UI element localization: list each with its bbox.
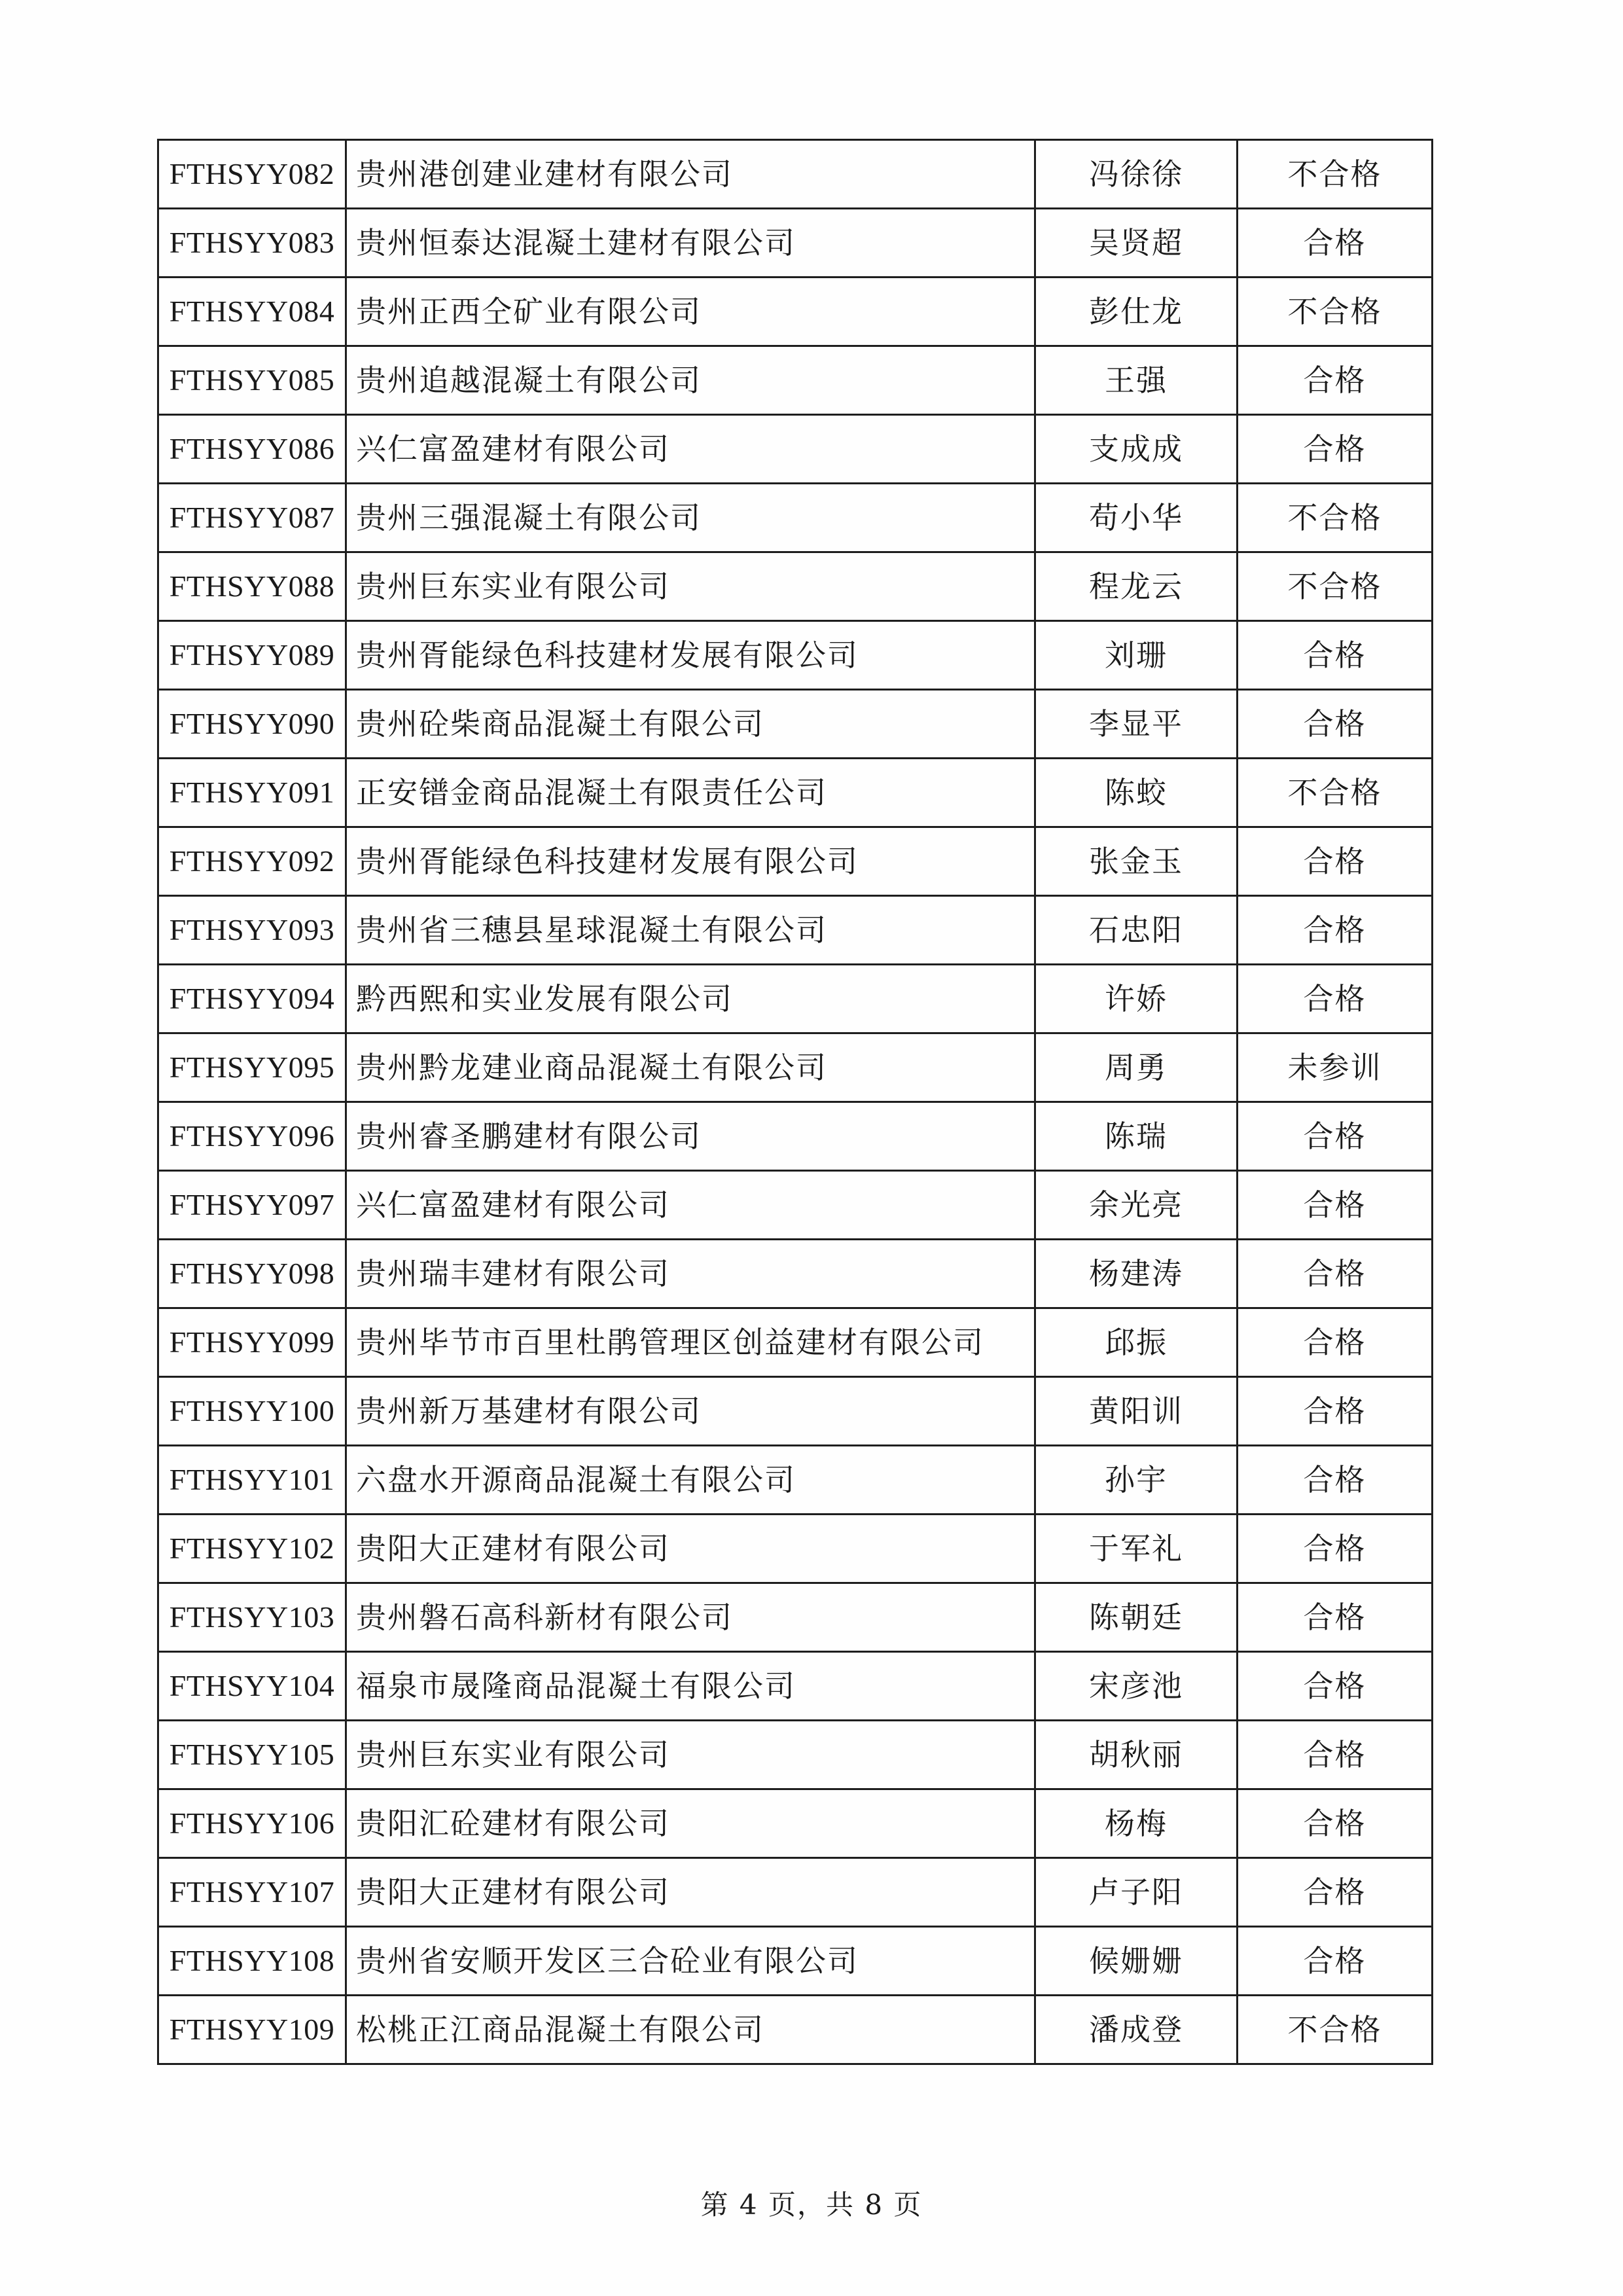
serial-number-cell: FTHSYY107 <box>158 1858 346 1927</box>
table-row <box>158 1377 1433 1446</box>
person-name-cell: 彭仕龙 <box>1035 278 1238 346</box>
person-name-cell: 许娇 <box>1035 965 1238 1033</box>
serial-number-cell: FTHSYY100 <box>158 1377 346 1446</box>
company-name-cell: 贵州新万基建材有限公司 <box>346 1377 1035 1446</box>
company-name-cell: 贵州黔龙建业商品混凝土有限公司 <box>346 1033 1035 1102</box>
person-name-cell: 程龙云 <box>1035 552 1238 621</box>
result-cell: 合格 <box>1238 1721 1433 1789</box>
person-name-cell: 苟小华 <box>1035 484 1238 552</box>
person-name-cell: 石忠阳 <box>1035 896 1238 965</box>
serial-number-cell: FTHSYY093 <box>158 896 346 965</box>
company-name-cell: 贵州恒泰达混凝土建材有限公司 <box>346 209 1035 278</box>
company-name-cell: 贵州港创建业建材有限公司 <box>346 140 1035 209</box>
company-name-cell: 贵州胥能绿色科技建材发展有限公司 <box>346 621 1035 690</box>
serial-number-cell: FTHSYY095 <box>158 1033 346 1102</box>
serial-number-cell: FTHSYY109 <box>158 1996 346 2064</box>
person-name-cell: 宋彦池 <box>1035 1652 1238 1721</box>
company-name-cell: 兴仁富盈建材有限公司 <box>346 1171 1035 1240</box>
result-cell: 不合格 <box>1238 484 1433 552</box>
result-cell: 合格 <box>1238 1308 1433 1377</box>
serial-number-cell: FTHSYY108 <box>158 1927 346 1996</box>
person-name-cell: 余光亮 <box>1035 1171 1238 1240</box>
table-row <box>158 827 1433 896</box>
company-name-cell: 贵阳大正建材有限公司 <box>346 1858 1035 1927</box>
table-row <box>158 1858 1433 1927</box>
person-name-cell: 黄阳训 <box>1035 1377 1238 1446</box>
company-name-cell: 正安镨金商品混凝土有限责任公司 <box>346 759 1035 827</box>
serial-number-cell: FTHSYY083 <box>158 209 346 278</box>
serial-number-cell: FTHSYY082 <box>158 140 346 209</box>
company-name-cell: 贵州毕节市百里杜鹃管理区创益建材有限公司 <box>346 1308 1035 1377</box>
result-cell: 合格 <box>1238 1102 1433 1171</box>
person-name-cell: 于军礼 <box>1035 1515 1238 1583</box>
person-name-cell: 刘珊 <box>1035 621 1238 690</box>
person-name-cell: 支成成 <box>1035 415 1238 484</box>
result-cell: 合格 <box>1238 1927 1433 1996</box>
company-name-cell: 贵州睿圣鹏建材有限公司 <box>346 1102 1035 1171</box>
serial-number-cell: FTHSYY086 <box>158 415 346 484</box>
serial-number-cell: FTHSYY084 <box>158 278 346 346</box>
result-cell: 合格 <box>1238 1446 1433 1515</box>
serial-number-cell: FTHSYY094 <box>158 965 346 1033</box>
table-row <box>158 1515 1433 1583</box>
result-cell: 合格 <box>1238 621 1433 690</box>
serial-number-cell: FTHSYY105 <box>158 1721 346 1789</box>
table-row <box>158 621 1433 690</box>
serial-number-cell: FTHSYY090 <box>158 690 346 759</box>
table-row <box>158 278 1433 346</box>
serial-number-cell: FTHSYY088 <box>158 552 346 621</box>
table-row <box>158 346 1433 415</box>
result-cell: 合格 <box>1238 209 1433 278</box>
company-name-cell: 贵阳大正建材有限公司 <box>346 1515 1035 1583</box>
person-name-cell: 王强 <box>1035 346 1238 415</box>
table-row <box>158 1446 1433 1515</box>
serial-number-cell: FTHSYY087 <box>158 484 346 552</box>
table-row <box>158 1583 1433 1652</box>
serial-number-cell: FTHSYY103 <box>158 1583 346 1652</box>
company-name-cell: 黔西熙和实业发展有限公司 <box>346 965 1035 1033</box>
table-row <box>158 1927 1433 1996</box>
table-row <box>158 484 1433 552</box>
serial-number-cell: FTHSYY096 <box>158 1102 346 1171</box>
result-cell: 不合格 <box>1238 759 1433 827</box>
result-cell: 合格 <box>1238 415 1433 484</box>
table-row <box>158 1721 1433 1789</box>
result-cell: 合格 <box>1238 346 1433 415</box>
result-cell: 合格 <box>1238 1515 1433 1583</box>
table-row <box>158 209 1433 278</box>
person-name-cell: 李显平 <box>1035 690 1238 759</box>
serial-number-cell: FTHSYY099 <box>158 1308 346 1377</box>
company-name-cell: 福泉市晟隆商品混凝土有限公司 <box>346 1652 1035 1721</box>
serial-number-cell: FTHSYY089 <box>158 621 346 690</box>
results-table <box>157 139 1433 2065</box>
person-name-cell: 胡秋丽 <box>1035 1721 1238 1789</box>
person-name-cell: 杨建涛 <box>1035 1240 1238 1308</box>
result-cell: 合格 <box>1238 1377 1433 1446</box>
table-row <box>158 896 1433 965</box>
results-table-body <box>158 140 1433 2064</box>
result-cell: 不合格 <box>1238 1996 1433 2064</box>
table-row <box>158 1652 1433 1721</box>
serial-number-cell: FTHSYY098 <box>158 1240 346 1308</box>
company-name-cell: 贵州巨东实业有限公司 <box>346 552 1035 621</box>
company-name-cell: 贵州省安顺开发区三合砼业有限公司 <box>346 1927 1035 1996</box>
company-name-cell: 贵州三强混凝土有限公司 <box>346 484 1035 552</box>
company-name-cell: 贵州胥能绿色科技建材发展有限公司 <box>346 827 1035 896</box>
serial-number-cell: FTHSYY085 <box>158 346 346 415</box>
company-name-cell: 贵州省三穗县星球混凝土有限公司 <box>346 896 1035 965</box>
result-cell: 未参训 <box>1238 1033 1433 1102</box>
person-name-cell: 潘成登 <box>1035 1996 1238 2064</box>
person-name-cell: 冯徐徐 <box>1035 140 1238 209</box>
table-row <box>158 1171 1433 1240</box>
person-name-cell: 吴贤超 <box>1035 209 1238 278</box>
result-cell: 不合格 <box>1238 278 1433 346</box>
result-cell: 合格 <box>1238 1652 1433 1721</box>
table-row <box>158 1102 1433 1171</box>
serial-number-cell: FTHSYY101 <box>158 1446 346 1515</box>
result-cell: 合格 <box>1238 1789 1433 1858</box>
company-name-cell: 贵州追越混凝土有限公司 <box>346 346 1035 415</box>
table-row <box>158 415 1433 484</box>
person-name-cell: 周勇 <box>1035 1033 1238 1102</box>
table-row <box>158 759 1433 827</box>
person-name-cell: 卢子阳 <box>1035 1858 1238 1927</box>
result-cell: 不合格 <box>1238 140 1433 209</box>
table-row <box>158 1789 1433 1858</box>
result-cell: 合格 <box>1238 965 1433 1033</box>
table-row <box>158 552 1433 621</box>
company-name-cell: 兴仁富盈建材有限公司 <box>346 415 1035 484</box>
company-name-cell: 贵州砼柴商品混凝土有限公司 <box>346 690 1035 759</box>
serial-number-cell: FTHSYY091 <box>158 759 346 827</box>
result-cell: 不合格 <box>1238 552 1433 621</box>
table-row <box>158 1308 1433 1377</box>
serial-number-cell: FTHSYY102 <box>158 1515 346 1583</box>
result-cell: 合格 <box>1238 1240 1433 1308</box>
person-name-cell: 杨梅 <box>1035 1789 1238 1858</box>
person-name-cell: 孙宇 <box>1035 1446 1238 1515</box>
result-cell: 合格 <box>1238 896 1433 965</box>
serial-number-cell: FTHSYY104 <box>158 1652 346 1721</box>
company-name-cell: 贵州巨东实业有限公司 <box>346 1721 1035 1789</box>
company-name-cell: 贵州瑞丰建材有限公司 <box>346 1240 1035 1308</box>
table-row <box>158 1996 1433 2064</box>
table-row <box>158 1033 1433 1102</box>
result-cell: 合格 <box>1238 1583 1433 1652</box>
table-row <box>158 965 1433 1033</box>
company-name-cell: 松桃正江商品混凝土有限公司 <box>346 1996 1035 2064</box>
table-row <box>158 140 1433 209</box>
person-name-cell: 邱振 <box>1035 1308 1238 1377</box>
person-name-cell: 陈瑞 <box>1035 1102 1238 1171</box>
result-cell: 合格 <box>1238 1858 1433 1927</box>
serial-number-cell: FTHSYY097 <box>158 1171 346 1240</box>
serial-number-cell: FTHSYY092 <box>158 827 346 896</box>
person-name-cell: 陈朝廷 <box>1035 1583 1238 1652</box>
result-cell: 合格 <box>1238 1171 1433 1240</box>
company-name-cell: 六盘水开源商品混凝土有限公司 <box>346 1446 1035 1515</box>
company-name-cell: 贵阳汇砼建材有限公司 <box>346 1789 1035 1858</box>
result-cell: 合格 <box>1238 690 1433 759</box>
person-name-cell: 候姗姗 <box>1035 1927 1238 1996</box>
person-name-cell: 张金玉 <box>1035 827 1238 896</box>
person-name-cell: 陈蛟 <box>1035 759 1238 827</box>
table-row <box>158 690 1433 759</box>
company-name-cell: 贵州正西仝矿业有限公司 <box>346 278 1035 346</box>
page-footer: 第 4 页，共 8 页 <box>700 2189 923 2221</box>
table-row <box>158 1240 1433 1308</box>
result-cell: 合格 <box>1238 827 1433 896</box>
serial-number-cell: FTHSYY106 <box>158 1789 346 1858</box>
company-name-cell: 贵州磐石高科新材有限公司 <box>346 1583 1035 1652</box>
